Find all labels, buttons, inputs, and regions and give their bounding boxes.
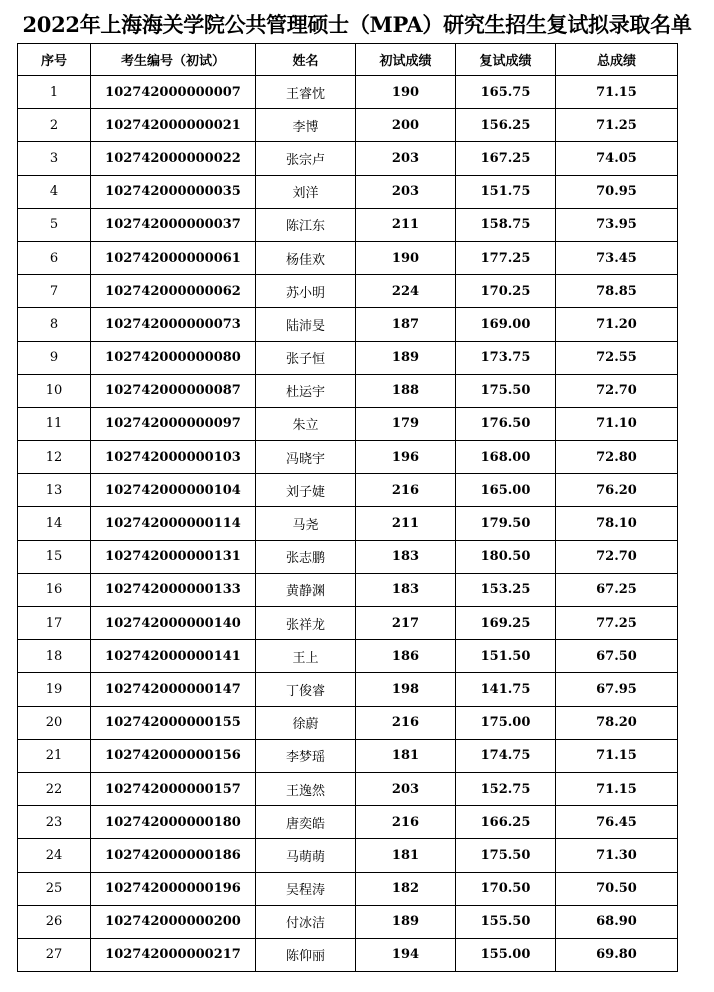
cell-retest-score: 158.75 — [456, 208, 556, 241]
cell-initial-score: 181 — [356, 839, 456, 872]
table-row — [18, 739, 678, 772]
cell-initial-score: 179 — [356, 407, 456, 440]
table-header-row — [18, 44, 678, 76]
cell-candidate-id: 102742000000062 — [91, 275, 256, 308]
cell-candidate-id: 102742000000114 — [91, 507, 256, 540]
cell-retest-score: 151.50 — [456, 640, 556, 673]
cell-name: 苏小明 — [256, 275, 356, 308]
cell-retest-score: 170.25 — [456, 275, 556, 308]
cell-seq: 14 — [18, 507, 91, 540]
cell-name: 李博 — [256, 109, 356, 142]
cell-retest-score: 141.75 — [456, 673, 556, 706]
cell-total-score: 74.05 — [556, 142, 678, 175]
cell-name: 陈江东 — [256, 208, 356, 241]
cell-candidate-id: 102742000000141 — [91, 640, 256, 673]
cell-retest-score: 167.25 — [456, 142, 556, 175]
cell-name: 张宗卢 — [256, 142, 356, 175]
cell-seq: 15 — [18, 540, 91, 573]
cell-name: 杨佳欢 — [256, 241, 356, 274]
cell-seq: 3 — [18, 142, 91, 175]
table-row — [18, 341, 678, 374]
cell-seq: 23 — [18, 806, 91, 839]
cell-initial-score: 190 — [356, 76, 456, 109]
cell-seq: 10 — [18, 374, 91, 407]
table-row — [18, 507, 678, 540]
cell-seq: 22 — [18, 772, 91, 805]
table-row — [18, 540, 678, 573]
cell-initial-score: 194 — [356, 938, 456, 971]
cell-initial-score: 182 — [356, 872, 456, 905]
cell-candidate-id: 102742000000097 — [91, 407, 256, 440]
cell-seq: 11 — [18, 407, 91, 440]
cell-total-score: 69.80 — [556, 938, 678, 971]
cell-name: 马萌萌 — [256, 839, 356, 872]
cell-total-score: 78.20 — [556, 706, 678, 739]
table-row — [18, 706, 678, 739]
cell-seq: 6 — [18, 241, 91, 274]
cell-candidate-id: 102742000000061 — [91, 241, 256, 274]
table-row — [18, 175, 678, 208]
cell-seq: 9 — [18, 341, 91, 374]
table-row — [18, 109, 678, 142]
cell-total-score: 71.25 — [556, 109, 678, 142]
cell-candidate-id: 102742000000021 — [91, 109, 256, 142]
table-row — [18, 142, 678, 175]
cell-candidate-id: 102742000000073 — [91, 308, 256, 341]
column-header-total-score: 总成绩 — [556, 44, 678, 76]
cell-candidate-id: 102742000000140 — [91, 607, 256, 640]
cell-candidate-id: 102742000000147 — [91, 673, 256, 706]
cell-seq: 1 — [18, 76, 91, 109]
cell-seq: 18 — [18, 640, 91, 673]
cell-total-score: 78.85 — [556, 275, 678, 308]
cell-initial-score: 183 — [356, 573, 456, 606]
cell-candidate-id: 102742000000155 — [91, 706, 256, 739]
cell-initial-score: 198 — [356, 673, 456, 706]
cell-initial-score: 189 — [356, 341, 456, 374]
cell-initial-score: 211 — [356, 208, 456, 241]
table-row — [18, 474, 678, 507]
column-header-name: 姓名 — [256, 44, 356, 76]
table-row — [18, 839, 678, 872]
cell-retest-score: 176.50 — [456, 407, 556, 440]
cell-candidate-id: 102742000000080 — [91, 341, 256, 374]
table-row — [18, 241, 678, 274]
cell-candidate-id: 102742000000131 — [91, 540, 256, 573]
cell-retest-score: 175.00 — [456, 706, 556, 739]
cell-name: 付冰洁 — [256, 905, 356, 938]
cell-name: 唐奕皓 — [256, 806, 356, 839]
cell-retest-score: 180.50 — [456, 540, 556, 573]
cell-candidate-id: 102742000000037 — [91, 208, 256, 241]
table-row — [18, 673, 678, 706]
cell-candidate-id: 102742000000022 — [91, 142, 256, 175]
cell-total-score: 70.95 — [556, 175, 678, 208]
table-row — [18, 441, 678, 474]
column-header-retest-score: 复试成绩 — [456, 44, 556, 76]
cell-retest-score: 152.75 — [456, 772, 556, 805]
cell-name: 张祥龙 — [256, 607, 356, 640]
cell-retest-score: 166.25 — [456, 806, 556, 839]
cell-candidate-id: 102742000000035 — [91, 175, 256, 208]
cell-total-score: 78.10 — [556, 507, 678, 540]
cell-retest-score: 175.50 — [456, 839, 556, 872]
cell-total-score: 71.15 — [556, 772, 678, 805]
cell-retest-score: 153.25 — [456, 573, 556, 606]
cell-retest-score: 156.25 — [456, 109, 556, 142]
cell-candidate-id: 102742000000180 — [91, 806, 256, 839]
cell-seq: 5 — [18, 208, 91, 241]
cell-total-score: 73.45 — [556, 241, 678, 274]
cell-name: 丁俊睿 — [256, 673, 356, 706]
cell-seq: 19 — [18, 673, 91, 706]
cell-retest-score: 155.00 — [456, 938, 556, 971]
cell-retest-score: 165.75 — [456, 76, 556, 109]
cell-name: 朱立 — [256, 407, 356, 440]
table-row — [18, 407, 678, 440]
cell-retest-score: 170.50 — [456, 872, 556, 905]
cell-retest-score: 165.00 — [456, 474, 556, 507]
cell-name: 吴程涛 — [256, 872, 356, 905]
cell-candidate-id: 102742000000157 — [91, 772, 256, 805]
cell-initial-score: 203 — [356, 142, 456, 175]
column-header-seq: 序号 — [18, 44, 91, 76]
cell-candidate-id: 102742000000007 — [91, 76, 256, 109]
cell-initial-score: 216 — [356, 706, 456, 739]
table-row — [18, 76, 678, 109]
cell-total-score: 72.70 — [556, 540, 678, 573]
table-row — [18, 772, 678, 805]
cell-candidate-id: 102742000000217 — [91, 938, 256, 971]
cell-initial-score: 217 — [356, 607, 456, 640]
cell-total-score: 71.15 — [556, 739, 678, 772]
cell-total-score: 76.45 — [556, 806, 678, 839]
cell-total-score: 72.55 — [556, 341, 678, 374]
cell-initial-score: 196 — [356, 441, 456, 474]
cell-candidate-id: 102742000000200 — [91, 905, 256, 938]
cell-retest-score: 169.25 — [456, 607, 556, 640]
cell-initial-score: 200 — [356, 109, 456, 142]
table-row — [18, 208, 678, 241]
cell-total-score: 72.70 — [556, 374, 678, 407]
cell-name: 刘洋 — [256, 175, 356, 208]
cell-name: 王睿忱 — [256, 76, 356, 109]
cell-total-score: 67.95 — [556, 673, 678, 706]
cell-seq: 27 — [18, 938, 91, 971]
table-row — [18, 607, 678, 640]
cell-name: 张子恒 — [256, 341, 356, 374]
cell-candidate-id: 102742000000104 — [91, 474, 256, 507]
table-row — [18, 905, 678, 938]
cell-total-score: 77.25 — [556, 607, 678, 640]
cell-name: 王上 — [256, 640, 356, 673]
cell-retest-score: 174.75 — [456, 739, 556, 772]
cell-seq: 2 — [18, 109, 91, 142]
cell-initial-score: 211 — [356, 507, 456, 540]
table-row — [18, 374, 678, 407]
table-row — [18, 640, 678, 673]
cell-seq: 7 — [18, 275, 91, 308]
cell-retest-score: 169.00 — [456, 308, 556, 341]
cell-name: 黄静渊 — [256, 573, 356, 606]
cell-seq: 16 — [18, 573, 91, 606]
cell-retest-score: 151.75 — [456, 175, 556, 208]
cell-total-score: 67.25 — [556, 573, 678, 606]
table-row — [18, 308, 678, 341]
cell-initial-score: 190 — [356, 241, 456, 274]
cell-retest-score: 173.75 — [456, 341, 556, 374]
column-header-initial-score: 初试成绩 — [356, 44, 456, 76]
admission-table — [17, 43, 678, 972]
table-row — [18, 938, 678, 971]
cell-initial-score: 224 — [356, 275, 456, 308]
cell-total-score: 71.15 — [556, 76, 678, 109]
cell-name: 杜运宇 — [256, 374, 356, 407]
cell-total-score: 71.10 — [556, 407, 678, 440]
cell-initial-score: 216 — [356, 806, 456, 839]
cell-candidate-id: 102742000000186 — [91, 839, 256, 872]
cell-seq: 25 — [18, 872, 91, 905]
page-title: 2022年上海海关学院公共管理硕士（MPA）研究生招生复试拟录取名单 — [22, 12, 692, 37]
cell-initial-score: 186 — [356, 640, 456, 673]
cell-retest-score: 168.00 — [456, 441, 556, 474]
cell-candidate-id: 102742000000156 — [91, 739, 256, 772]
cell-seq: 24 — [18, 839, 91, 872]
cell-name: 张志鹏 — [256, 540, 356, 573]
cell-candidate-id: 102742000000196 — [91, 872, 256, 905]
cell-seq: 4 — [18, 175, 91, 208]
cell-initial-score: 189 — [356, 905, 456, 938]
cell-initial-score: 203 — [356, 772, 456, 805]
table-row — [18, 275, 678, 308]
cell-total-score: 71.20 — [556, 308, 678, 341]
cell-seq: 20 — [18, 706, 91, 739]
cell-seq: 13 — [18, 474, 91, 507]
cell-name: 刘子婕 — [256, 474, 356, 507]
cell-initial-score: 188 — [356, 374, 456, 407]
table-body — [18, 76, 678, 972]
cell-name: 马尧 — [256, 507, 356, 540]
cell-total-score: 70.50 — [556, 872, 678, 905]
table-row — [18, 806, 678, 839]
cell-name: 李梦瑶 — [256, 739, 356, 772]
cell-name: 王逸然 — [256, 772, 356, 805]
cell-retest-score: 179.50 — [456, 507, 556, 540]
cell-initial-score: 187 — [356, 308, 456, 341]
cell-name: 陆沛旻 — [256, 308, 356, 341]
table-row — [18, 872, 678, 905]
cell-total-score: 68.90 — [556, 905, 678, 938]
cell-retest-score: 155.50 — [456, 905, 556, 938]
cell-total-score: 71.30 — [556, 839, 678, 872]
table-row — [18, 573, 678, 606]
cell-seq: 8 — [18, 308, 91, 341]
cell-total-score: 72.80 — [556, 441, 678, 474]
cell-initial-score: 216 — [356, 474, 456, 507]
cell-candidate-id: 102742000000087 — [91, 374, 256, 407]
cell-seq: 21 — [18, 739, 91, 772]
cell-initial-score: 183 — [356, 540, 456, 573]
cell-seq: 12 — [18, 441, 91, 474]
cell-seq: 17 — [18, 607, 91, 640]
cell-candidate-id: 102742000000133 — [91, 573, 256, 606]
cell-total-score: 73.95 — [556, 208, 678, 241]
cell-name: 陈仰丽 — [256, 938, 356, 971]
cell-initial-score: 203 — [356, 175, 456, 208]
column-header-candidate-id: 考生编号（初试） — [91, 44, 256, 76]
cell-total-score: 76.20 — [556, 474, 678, 507]
cell-total-score: 67.50 — [556, 640, 678, 673]
cell-retest-score: 177.25 — [456, 241, 556, 274]
cell-seq: 26 — [18, 905, 91, 938]
cell-retest-score: 175.50 — [456, 374, 556, 407]
cell-candidate-id: 102742000000103 — [91, 441, 256, 474]
cell-name: 徐蔚 — [256, 706, 356, 739]
cell-name: 冯晓宇 — [256, 441, 356, 474]
cell-initial-score: 181 — [356, 739, 456, 772]
